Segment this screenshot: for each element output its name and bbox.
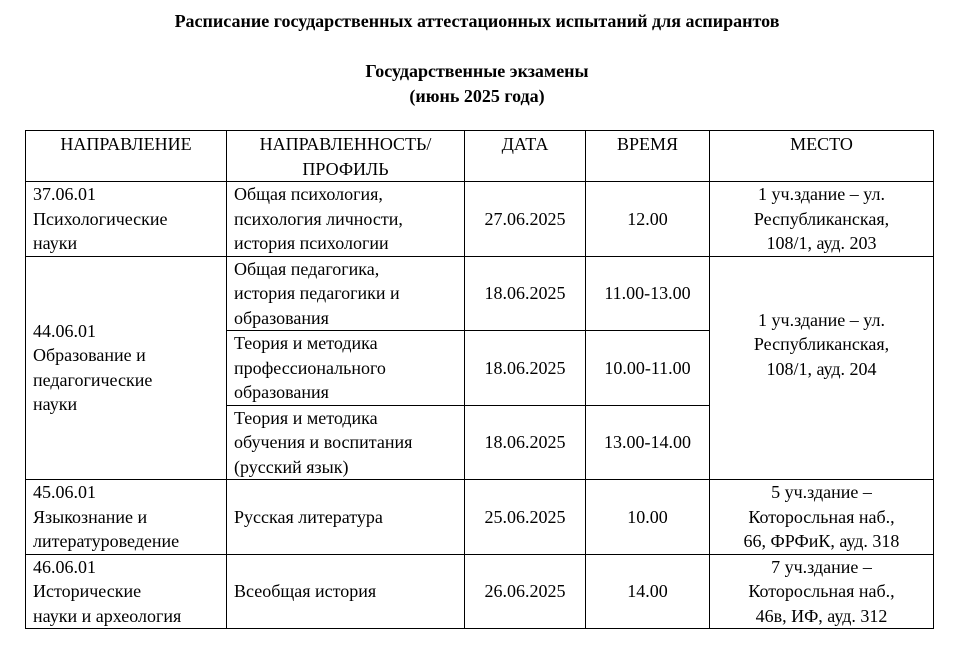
cell-direction: 37.06.01 Психологические науки [26,182,227,257]
page-subtitle-period: (июнь 2025 года) [409,86,545,106]
cell-date: 18.06.2025 [465,331,586,406]
cell-time: 13.00-14.00 [586,405,710,480]
exam-schedule-table [25,130,934,629]
table-row [26,182,934,257]
cell-time: 10.00 [586,480,710,555]
cell-profile: Общая психология, психология личности, история психологии [227,182,465,257]
header-direction: НАПРАВЛЕНИЕ [26,131,227,182]
cell-profile: Теория и методика профессионального образования [227,331,465,406]
table-row [26,256,934,331]
cell-time: 12.00 [586,182,710,257]
page-subtitle: Государственные экзамены [365,61,589,81]
cell-date: 27.06.2025 [465,182,586,257]
cell-time: 11.00-13.00 [586,256,710,331]
cell-direction: 44.06.01 Образование и педагогические науки [26,256,227,480]
table-header-row [26,131,934,182]
page-title: Расписание государственных аттестационных испытаний для аспирантов [174,11,780,31]
cell-place: 5 уч.здание – Которосльная наб., 66, ФРФиК, ауд. 318 [710,480,934,555]
cell-date: 25.06.2025 [465,480,586,555]
cell-direction: 46.06.01 Исторические науки и археология [26,554,227,629]
cell-place: 7 уч.здание – Которосльная наб., 46в, ИФ, ауд. 312 [710,554,934,629]
cell-direction: 45.06.01 Языкознание и литературоведение [26,480,227,555]
cell-profile: Теория и методика обучения и воспитания (русский язык) [227,405,465,480]
cell-profile: Общая педагогика, история педагогики и образования [227,256,465,331]
cell-place: 1 уч.здание – ул. Республиканская, 108/1, ауд. 204 [710,256,934,480]
cell-profile: Всеобщая история [227,554,465,629]
cell-time: 14.00 [586,554,710,629]
cell-place: 1 уч.здание – ул. Республиканская, 108/1, ауд. 203 [710,182,934,257]
cell-profile: Русская литература [227,480,465,555]
header-date: ДАТА [465,131,586,182]
cell-date: 18.06.2025 [465,405,586,480]
cell-time: 10.00-11.00 [586,331,710,406]
table-row [26,554,934,629]
cell-date: 18.06.2025 [465,256,586,331]
header-profile: НАПРАВЛЕННОСТЬ/ ПРОФИЛЬ [227,131,465,182]
cell-date: 26.06.2025 [465,554,586,629]
header-time: ВРЕМЯ [586,131,710,182]
table-row [26,480,934,555]
header-place: МЕСТО [710,131,934,182]
